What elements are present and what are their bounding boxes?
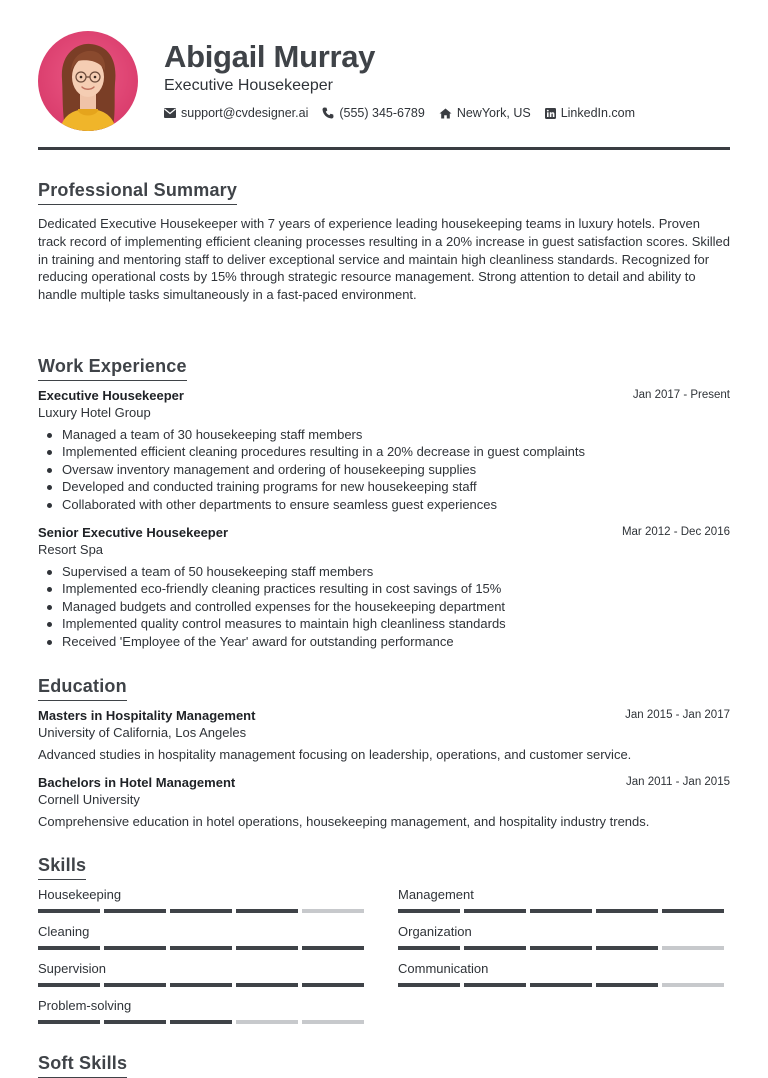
skill-level-segment (38, 1020, 100, 1024)
section-title-skills: Skills (38, 855, 86, 880)
education-dates: Jan 2015 - Jan 2017 (625, 709, 730, 721)
job-title: Executive Housekeeper (38, 388, 184, 403)
skill-level-bar (398, 983, 728, 987)
education-description: Comprehensive education in hotel operations, housekeeping management, and hospitality industry trends. (38, 814, 650, 829)
education-dates: Jan 2011 - Jan 2015 (625, 776, 730, 788)
candidate-name: Abigail Murray (164, 39, 376, 74)
education-entry (38, 774, 730, 830)
job-bullet: Implemented eco-friendly cleaning practices resulting in cost savings of 15% (47, 580, 730, 597)
skill-level-bar (398, 946, 728, 950)
skill-level-bar (398, 909, 728, 913)
skill-item (38, 887, 368, 913)
skill-level-segment (236, 909, 298, 913)
job-bullet: Oversaw inventory management and ordering of housekeeping supplies (47, 461, 730, 478)
skill-level-segment (38, 983, 100, 987)
skill-level-segment (464, 946, 526, 950)
header-divider (38, 147, 730, 150)
skill-level-segment (38, 909, 100, 913)
skill-name: Problem-solving (38, 998, 132, 1013)
job-bullets (38, 426, 730, 513)
job-title: Senior Executive Housekeeper (38, 525, 229, 540)
skill-item (398, 887, 728, 913)
skill-level-segment (662, 909, 724, 913)
school-name: University of California, Los Angeles (38, 725, 247, 740)
contact-email[interactable] (164, 106, 308, 120)
degree-title: Bachelors in Hotel Management (38, 775, 236, 790)
skill-level-segment (170, 946, 232, 950)
section-title-work: Work Experience (38, 356, 187, 381)
skill-level-segment (104, 983, 166, 987)
contact-phone[interactable] (322, 106, 424, 120)
degree-title: Masters in Hospitality Management (38, 708, 256, 723)
section-title-education: Education (38, 676, 127, 701)
skill-level-segment (530, 909, 592, 913)
contact-phone-text: (555) 345-6789 (339, 106, 425, 120)
contact-email-text: support@cvdesigner.ai (181, 106, 309, 120)
envelope-icon (164, 108, 176, 118)
skill-name: Organization (398, 924, 472, 939)
job-dates: Jan 2017 - Present (632, 389, 730, 401)
avatar (38, 31, 138, 131)
skill-level-segment (464, 909, 526, 913)
job-dates: Mar 2012 - Dec 2016 (621, 526, 730, 538)
contact-linkedin-text: LinkedIn.com (560, 106, 636, 120)
skill-level-segment (170, 983, 232, 987)
skill-level-bar (38, 983, 368, 987)
experience-entry (38, 524, 730, 650)
skill-level-segment (596, 946, 658, 950)
job-bullet: Managed budgets and controlled expenses for the housekeeping department (47, 598, 730, 615)
skill-name: Communication (398, 961, 489, 976)
experience-entry (38, 387, 730, 513)
skill-level-segment (398, 983, 460, 987)
skill-level-segment (398, 909, 460, 913)
skill-level-segment (104, 1020, 166, 1024)
job-bullet: Implemented efficient cleaning procedures resulting in a 20% decrease in guest complaints (47, 443, 730, 460)
skill-level-segment (236, 1020, 298, 1024)
school-name: Cornell University (38, 792, 140, 807)
job-company: Resort Spa (38, 542, 104, 557)
contact-location-text: NewYork, US (456, 106, 531, 120)
skill-item (38, 961, 368, 987)
skill-level-segment (236, 946, 298, 950)
skill-name: Housekeeping (38, 887, 122, 902)
skill-level-segment (662, 983, 724, 987)
skill-level-segment (662, 946, 724, 950)
education-entry (38, 707, 730, 763)
skill-name: Cleaning (38, 924, 90, 939)
job-bullet: Developed and conducted training programs for new housekeeping staff (47, 478, 730, 495)
job-bullet: Supervised a team of 50 housekeeping staff members (47, 563, 730, 580)
skill-level-segment (104, 946, 166, 950)
home-icon (439, 108, 452, 119)
skill-level-bar (38, 1020, 368, 1024)
skill-item (398, 924, 728, 950)
contact-bar (164, 106, 649, 120)
skill-level-segment (530, 983, 592, 987)
summary-text: Dedicated Executive Housekeeper with 7 years of experience leading housekeeping teams in luxury hotels. Proven track record of implementing efficient cleaning processes resulting in a 20% increase in guest satisfaction scores. Skilled in training and mentoring staff to deliver exceptional service and maintain high cleanliness standards. Recognized for reducing operational costs by 15% through strategic resource management. Strong attention to detail and ability to handle multiple tasks simultaneously in a fast-paced environment. (38, 216, 730, 303)
job-bullet: Implemented quality control measures to maintain high cleanliness standards (47, 615, 730, 632)
resume-header (38, 31, 730, 131)
skill-level-segment (596, 909, 658, 913)
job-company: Luxury Hotel Group (38, 405, 151, 420)
section-title-summary: Professional Summary (38, 180, 237, 205)
skill-level-segment (38, 946, 100, 950)
skill-level-segment (464, 983, 526, 987)
skill-level-segment (302, 946, 364, 950)
job-bullet: Managed a team of 30 housekeeping staff members (47, 426, 730, 443)
job-bullets (38, 563, 730, 650)
skill-name: Supervision (38, 961, 106, 976)
skill-level-segment (236, 983, 298, 987)
candidate-title: Executive Housekeeper (164, 77, 333, 94)
linkedin-icon (545, 108, 556, 119)
skill-level-bar (38, 946, 368, 950)
job-bullet: Collaborated with other departments to ensure seamless guest experiences (47, 496, 730, 513)
contact-linkedin[interactable] (545, 106, 635, 120)
skill-level-segment (302, 1020, 364, 1024)
education-description: Advanced studies in hospitality management focusing on leadership, operations, and customer service. (38, 747, 632, 762)
skill-level-segment (302, 983, 364, 987)
skill-level-segment (398, 946, 460, 950)
section-title-soft-skills: Soft Skills (38, 1053, 127, 1078)
skill-name: Management (398, 887, 474, 902)
skill-level-segment (302, 909, 364, 913)
skill-item (398, 961, 728, 987)
job-bullet: Received 'Employee of the Year' award for outstanding performance (47, 633, 730, 650)
skill-item (38, 924, 368, 950)
skill-level-segment (104, 909, 166, 913)
skill-level-bar (38, 909, 368, 913)
contact-location (439, 106, 531, 120)
skill-level-segment (596, 983, 658, 987)
skill-level-segment (170, 1020, 232, 1024)
phone-icon (322, 107, 334, 119)
skill-item (38, 998, 368, 1024)
skill-level-segment (170, 909, 232, 913)
skill-level-segment (530, 946, 592, 950)
